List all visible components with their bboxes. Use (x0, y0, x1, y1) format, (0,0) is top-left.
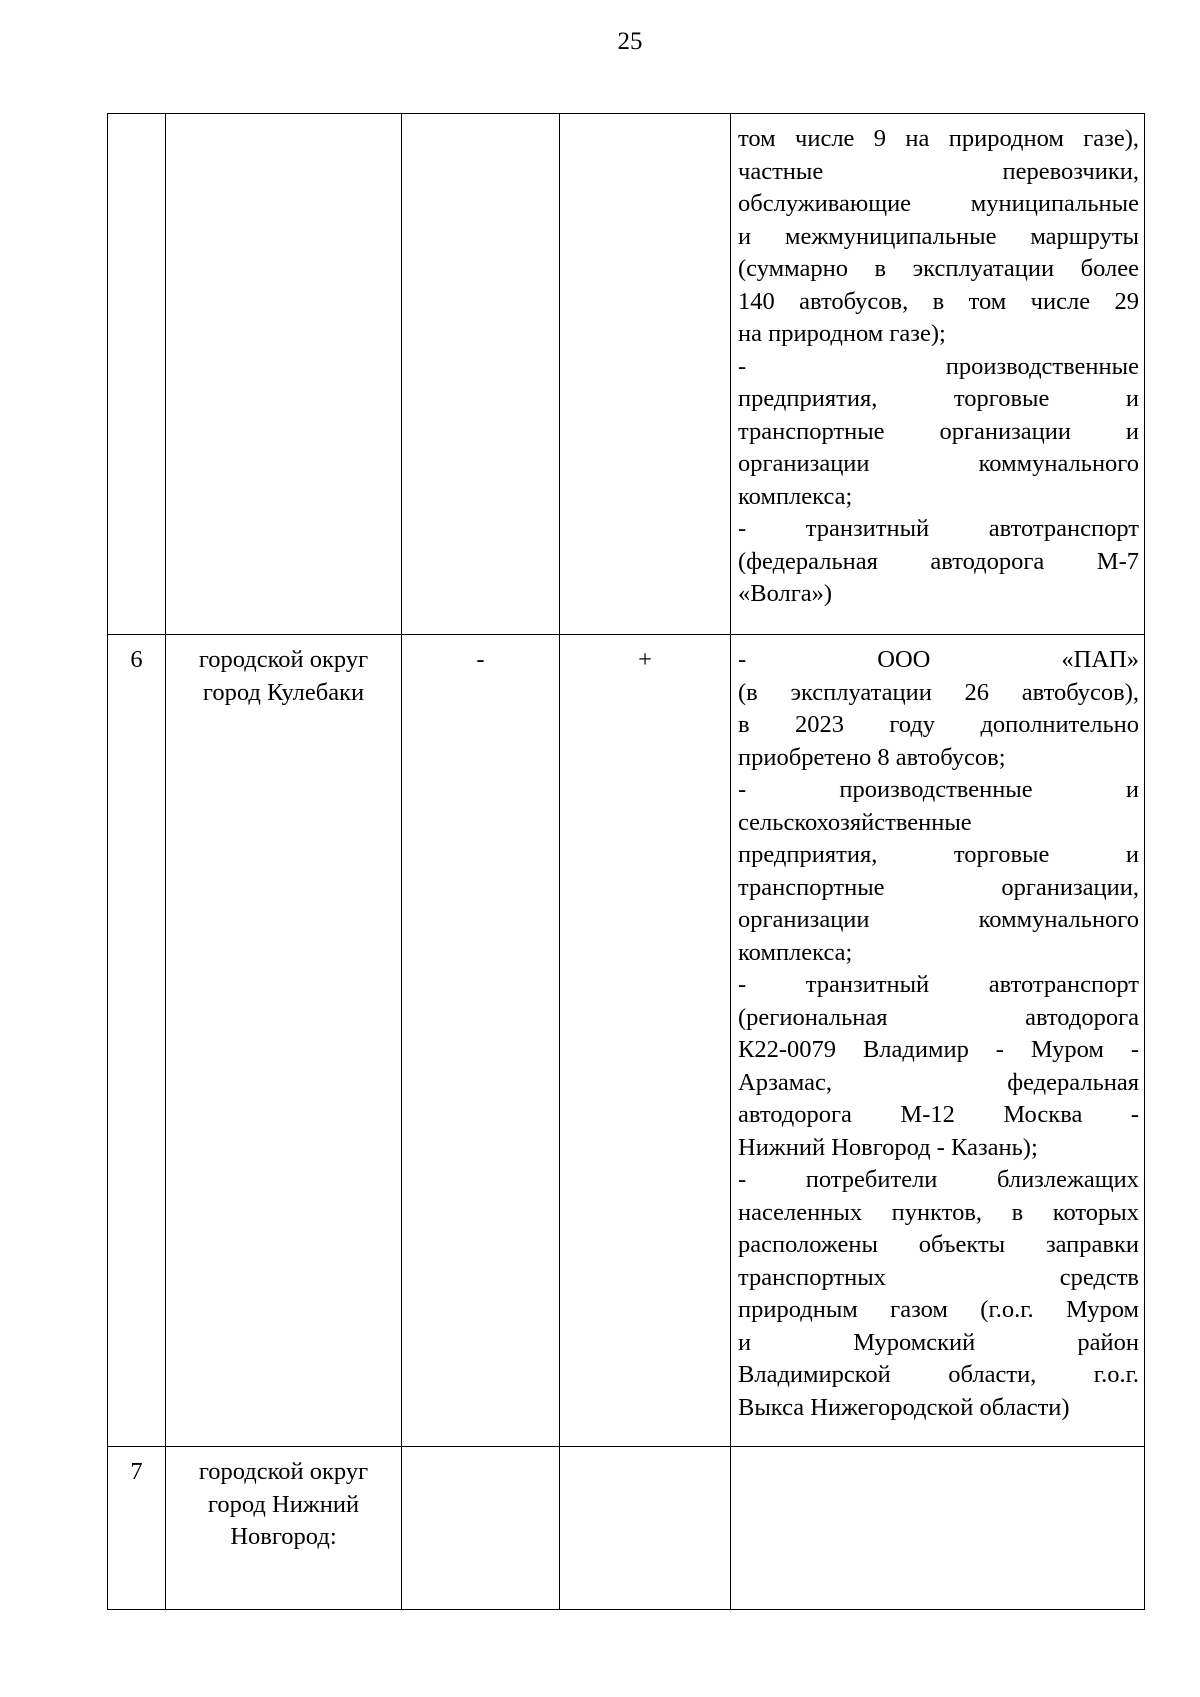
description-line: комплекса; (738, 482, 853, 510)
description-line: - потребители близлежащих (738, 1166, 1139, 1193)
municipality-cell (166, 1447, 402, 1610)
municipality-name-line: город Нижний (207, 1490, 360, 1518)
municipality-name-line: городской округ (198, 1458, 369, 1485)
table-row (108, 1447, 1145, 1610)
description-line: автодорога М-12 Москва - (738, 1101, 1139, 1128)
table-body (108, 114, 1145, 1610)
description-line: транспортных средств (738, 1263, 1139, 1291)
row-number-cell: 6 (108, 635, 166, 1447)
description-line: том числе 9 на природном газе), (738, 125, 1139, 152)
description-line: предприятия, торговые и (738, 841, 1139, 868)
table-row (108, 635, 1145, 1447)
description-line: сельскохозяйственные (738, 808, 972, 836)
description-line: - транзитный автотранспорт (738, 515, 1139, 542)
description-line: природным газом (г.о.г. Муром (738, 1296, 1139, 1323)
description-line: К22-0079 Владимир - Муром - (738, 1036, 1139, 1063)
document-table (107, 113, 1145, 1610)
municipality-name-line: город Кулебаки (202, 678, 365, 706)
column-4-cell (560, 1447, 731, 1610)
description-line: населенных пунктов, в которых (738, 1198, 1139, 1226)
column-3-cell (402, 114, 560, 635)
description-line: предприятия, торговые и (738, 385, 1139, 412)
row-number-cell: 7 (108, 1447, 166, 1610)
description-line: (в эксплуатации 26 автобусов), (738, 678, 1139, 706)
description-line: и Муромский район (738, 1328, 1139, 1356)
description-line: транспортные организации, (738, 873, 1139, 901)
description-line: организации коммунального (738, 450, 1139, 477)
description-line: «Волга») (738, 580, 833, 607)
municipality-name-line: городской округ (198, 646, 369, 673)
municipality-cell (166, 114, 402, 635)
column-4-cell: + (560, 635, 731, 1447)
description-line: - производственные (738, 352, 1139, 380)
description-line: Арзамас, федеральная (738, 1068, 1139, 1096)
description-line: Выкса Нижегородской области) (738, 1393, 1070, 1421)
description-line: частные перевозчики, (738, 157, 1139, 185)
description-cell (731, 1447, 1145, 1610)
description-line: (федеральная автодорога М-7 (738, 547, 1139, 575)
column-4-cell (560, 114, 731, 635)
description-line: (региональная автодорога (738, 1003, 1139, 1031)
description-line: транспортные организации и (738, 417, 1139, 445)
description-line: - производственные и (738, 776, 1139, 803)
description-line: 140 автобусов, в том числе 29 (738, 287, 1139, 315)
municipality-name-line: Новгород: (230, 1523, 337, 1550)
column-3-cell: - (402, 635, 560, 1447)
description-line: обслуживающие муниципальные (738, 190, 1139, 217)
description-line: приобретено 8 автобусов; (738, 743, 1006, 771)
description-cell (731, 635, 1145, 1447)
description-line: Нижний Новгород - Казань); (738, 1133, 1038, 1161)
row-number-cell (108, 114, 166, 635)
column-3-cell (402, 1447, 560, 1610)
description-line: комплекса; (738, 938, 853, 966)
description-line: (суммарно в эксплуатации более (738, 255, 1139, 282)
description-cell (731, 114, 1145, 635)
description-line: - ООО «ПАП» (738, 646, 1139, 673)
municipality-cell (166, 635, 402, 1447)
description-line: - транзитный автотранспорт (738, 971, 1139, 998)
description-line: на природном газе); (738, 320, 946, 347)
description-line: расположены объекты заправки (738, 1231, 1139, 1258)
description-line: организации коммунального (738, 906, 1139, 933)
description-line: в 2023 году дополнительно (738, 711, 1139, 738)
table-row (108, 114, 1145, 635)
page-number: 25 (617, 28, 643, 55)
description-line: и межмуниципальные маршруты (738, 222, 1139, 250)
description-line: Владимирской области, г.о.г. (738, 1361, 1139, 1388)
